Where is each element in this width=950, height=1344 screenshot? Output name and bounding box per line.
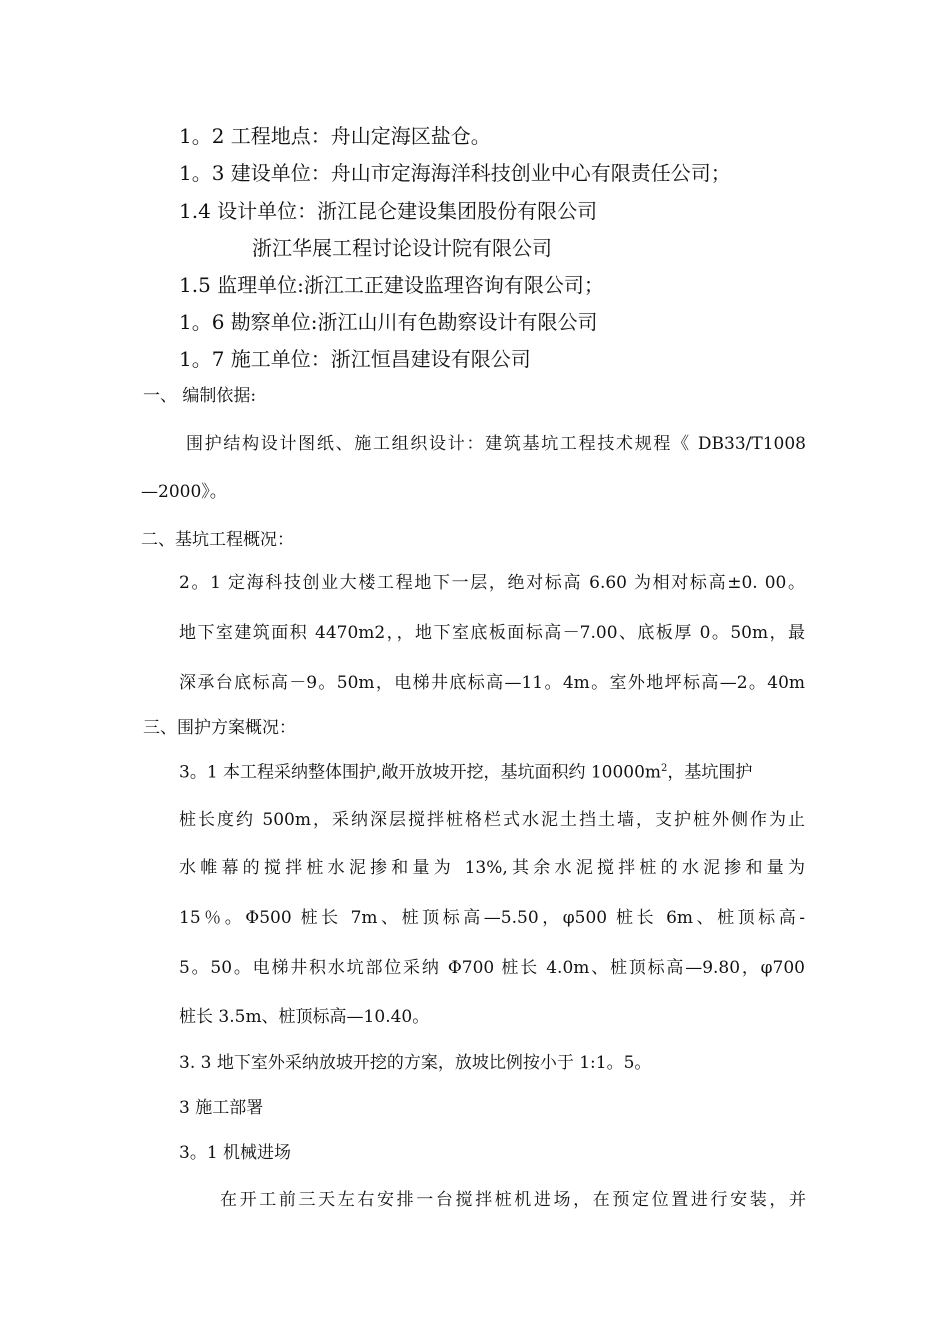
basis-paragraph-line-2: —2000》。 <box>141 482 227 502</box>
section-heading-overview: 二、基坑工程概况： <box>141 530 294 550</box>
machinery-entry-heading: 3。1 机械进场 <box>179 1143 292 1163</box>
overview-line-2: 地下室建筑面积 4470m2，，地下室底板面标高－7.00、底板厚 0。50m，最 <box>179 623 805 643</box>
design-unit-line: 1.4 设计单位：浙江昆仑建设集团股份有限公司 <box>179 199 598 223</box>
contractor-unit-line: 1。7 施工单位：浙江恒昌建设有限公司 <box>179 347 531 371</box>
retaining-line-3: 水帷幕的搅拌桩水泥掺和量为 13%,其余水泥搅拌桩的水泥掺和量为 <box>179 858 805 878</box>
overview-line-1: 2。1 定海科技创业大楼工程地下一层，绝对标高 6.60 为相对标高±0. 00。 <box>179 573 805 593</box>
retaining-line-2: 桩长度约 500m，采纳深层搅拌桩格栏式水泥土挡土墙，支护桩外侧作为止 <box>179 810 805 830</box>
retaining-line-4: 15％。Φ500 桩长 7m、桩顶标高—5.50，φ500 桩长 6m、桩顶标高- <box>179 908 805 928</box>
construction-unit-line: 1。3 建设单位：舟山市定海海洋科技创业中心有限责任公司； <box>179 161 731 185</box>
retaining-line-6: 桩长 3.5m、桩顶标高—10.40。 <box>179 1007 430 1027</box>
supervision-unit-line: 1.5 监理单位:浙江工正建设监理咨询有限公司； <box>179 273 604 297</box>
project-location-line: 1。2 工程地点：舟山定海区盐仓。 <box>179 124 491 148</box>
overview-line-3: 深承台底标高－9。50m，电梯井底标高—11。4m。室外地坪标高—2。40m <box>179 673 805 693</box>
survey-unit-line: 1。6 勘察单位:浙江山川有色勘察设计有限公司 <box>179 310 598 334</box>
section-heading-retaining: 三、围护方案概况： <box>143 718 296 738</box>
section-heading-basis: 一、 编制依据: <box>143 386 257 406</box>
design-unit-line-2: 浙江华展工程讨论设计院有限公司 <box>252 236 552 260</box>
retaining-line-1: 3。1 本工程采纳整体围护,敞开放坡开挖，基坑面积约 $10000m^2$，基坑围护 <box>179 762 753 783</box>
basis-paragraph-line-1: 围护结构设计图纸、施工组织设计：建筑基坑工程技术规程《 DB33/T1008 <box>186 434 806 454</box>
retaining-line-5: 5。50。电梯井积水坑部位采纳 Φ700 桩长 4.0m、桩顶标高—9.80，φ700 <box>179 958 805 978</box>
excavation-scheme-line: 3. 3 地下室外采纳放坡开挖的方案，放坡比例按小于 1:1。5。 <box>179 1053 652 1073</box>
machinery-entry-paragraph: 在开工前三天左右安排一台搅拌桩机进场，在预定位置进行安装，并 <box>220 1190 806 1210</box>
construction-deployment-heading: 3 施工部署 <box>179 1098 264 1118</box>
